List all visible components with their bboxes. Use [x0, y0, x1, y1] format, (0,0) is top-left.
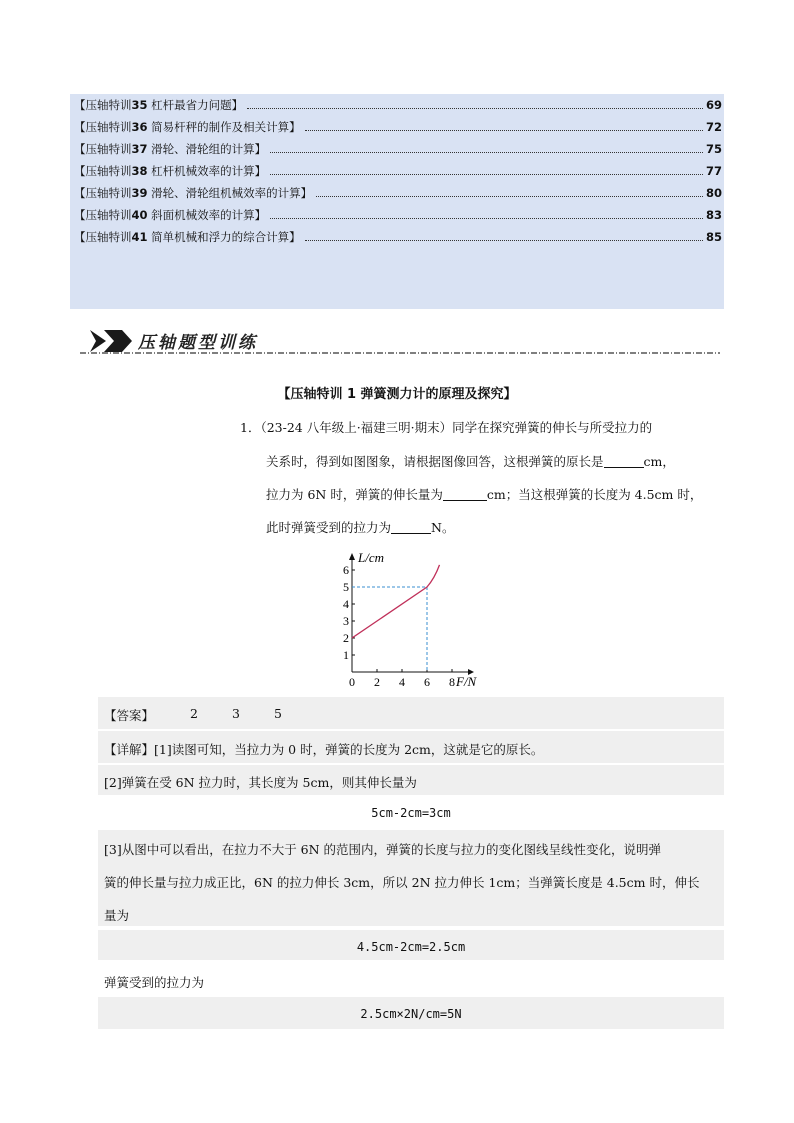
toc-entry[interactable] — [74, 94, 722, 116]
question-line — [266, 518, 454, 536]
detail-line: 量为 — [104, 908, 130, 923]
detail-line: 簧的伸长量与拉力成正比，6N 的拉力伸长 3cm，所以 2N 拉力伸长 1cm；当弹簧长度是 4.5cm 时，伸长 — [104, 875, 700, 890]
y-tick-label: 4 — [343, 597, 349, 611]
question-text: （23-24 八年级上·福建三明·期末）同学在探究弹簧的伸长与所受拉力的 — [260, 420, 653, 435]
y-tick-label: 5 — [343, 580, 349, 594]
toc-page-number: 69 — [705, 98, 722, 112]
x-tick-label: 4 — [399, 675, 405, 689]
toc-leader-dots — [305, 130, 703, 131]
y-axis-label: L/cm — [358, 550, 384, 565]
y-tick-label: 2 — [343, 631, 349, 645]
toc-entry[interactable] — [74, 160, 722, 182]
section-heading: 【压轴特训 1 弹簧测力计的原理及探究】 — [277, 387, 517, 402]
toc-leader-dots — [270, 218, 703, 219]
toc-entry-label: 【压轴特训36 简易杆秤的制作及相关计算】 — [74, 120, 301, 134]
toc-page-number: 77 — [705, 164, 722, 178]
reference-guides — [352, 587, 427, 672]
detail-line: [3]从图中可以看出，在拉力不大于 6N 的范围内，弹簧的长度与拉力的变化图线呈线性变化，说明弹 — [104, 842, 662, 857]
answer-value: 2 — [190, 706, 198, 721]
answer-value: 5 — [274, 706, 282, 721]
toc-leader-dots — [305, 240, 703, 241]
toc-entry-label: 【压轴特训40 斜面机械效率的计算】 — [74, 208, 267, 222]
toc-page-number: 80 — [705, 186, 722, 200]
question-text: 此时弹簧受到的拉力为 — [266, 520, 392, 535]
toc-entry-label: 【压轴特训37 滑轮、滑轮组的计算】 — [74, 142, 267, 156]
toc-entry-label: 【压轴特训38 杠杆机械效率的计算】 — [74, 164, 267, 178]
y-axis-arrow-icon — [349, 553, 355, 560]
answer-label: 【答案】 — [104, 708, 155, 723]
question-text: cm， — [643, 454, 675, 469]
question-line — [240, 418, 652, 436]
toc-page-number: 72 — [705, 120, 722, 134]
answer-blank[interactable] — [443, 488, 487, 501]
toc-page-number: 75 — [705, 142, 722, 156]
toc-entry-label: 【压轴特训35 杠杆最省力问题】 — [74, 98, 244, 112]
y-tick-label: 1 — [343, 648, 349, 662]
detail-line: 【详解】[1]读图可知，当拉力为 0 时，弹簧的长度为 2cm，这就是它的原长。 — [104, 742, 544, 757]
question-text: 关系时，得到如图图象，请根据图像回答，这根弹簧的原长是 — [266, 454, 604, 469]
question-text: 拉力为 6N 时，弹簧的伸长量为 — [266, 487, 443, 502]
toc-leader-dots — [316, 196, 703, 197]
y-tick-label: 6 — [343, 563, 349, 577]
x-tick-label: 2 — [374, 675, 380, 689]
answer-value: 3 — [232, 706, 240, 721]
toc-entry[interactable] — [74, 226, 722, 248]
x-axis-label: F/N — [456, 674, 477, 689]
toc-entry[interactable] — [74, 138, 722, 160]
toc-leader-dots — [247, 108, 703, 109]
question-text: cm；当这根弹簧的长度为 4.5cm 时， — [486, 487, 703, 502]
toc-leader-dots — [270, 152, 703, 153]
y-tick-label: 3 — [343, 614, 349, 628]
question-number: 1． — [240, 420, 261, 435]
x-tick-label: 0 — [349, 675, 355, 689]
arrow-right-icon — [90, 330, 132, 352]
equation: 4.5cm-2cm=2.5cm — [356, 940, 466, 954]
detail-line: 弹簧受到的拉力为 — [104, 975, 205, 990]
question-text: N。 — [431, 520, 455, 535]
toc-entry[interactable] — [74, 116, 722, 138]
answer-blank[interactable] — [391, 521, 431, 534]
x-tick-label: 6 — [424, 675, 430, 689]
toc-page-number: 83 — [705, 208, 722, 222]
toc-entry-label: 【压轴特训41 简单机械和浮力的综合计算】 — [74, 230, 301, 244]
question-line — [266, 485, 702, 503]
detail-line: [2]弹簧在受 6N 拉力时，其长度为 5cm，则其伸长量为 — [104, 775, 417, 790]
toc-leader-dots — [270, 174, 703, 175]
spring-length-force-graph — [336, 548, 486, 693]
x-tick-label: 8 — [449, 675, 455, 689]
equation: 2.5cm×2N/cm=5N — [360, 1007, 462, 1021]
answer-blank[interactable] — [604, 455, 644, 468]
question-line — [266, 452, 675, 470]
toc-page-number: 85 — [705, 230, 722, 244]
equation: 5cm-2cm=3cm — [371, 806, 451, 820]
table-of-contents — [70, 94, 724, 309]
y-tick-labels — [343, 563, 355, 662]
series-line — [352, 565, 440, 638]
banner-title: 压轴题型训练 — [138, 333, 258, 353]
toc-entry-label: 【压轴特训39 滑轮、滑轮组机械效率的计算】 — [74, 186, 313, 200]
toc-entry[interactable] — [74, 204, 722, 226]
toc-entry[interactable] — [74, 182, 722, 204]
